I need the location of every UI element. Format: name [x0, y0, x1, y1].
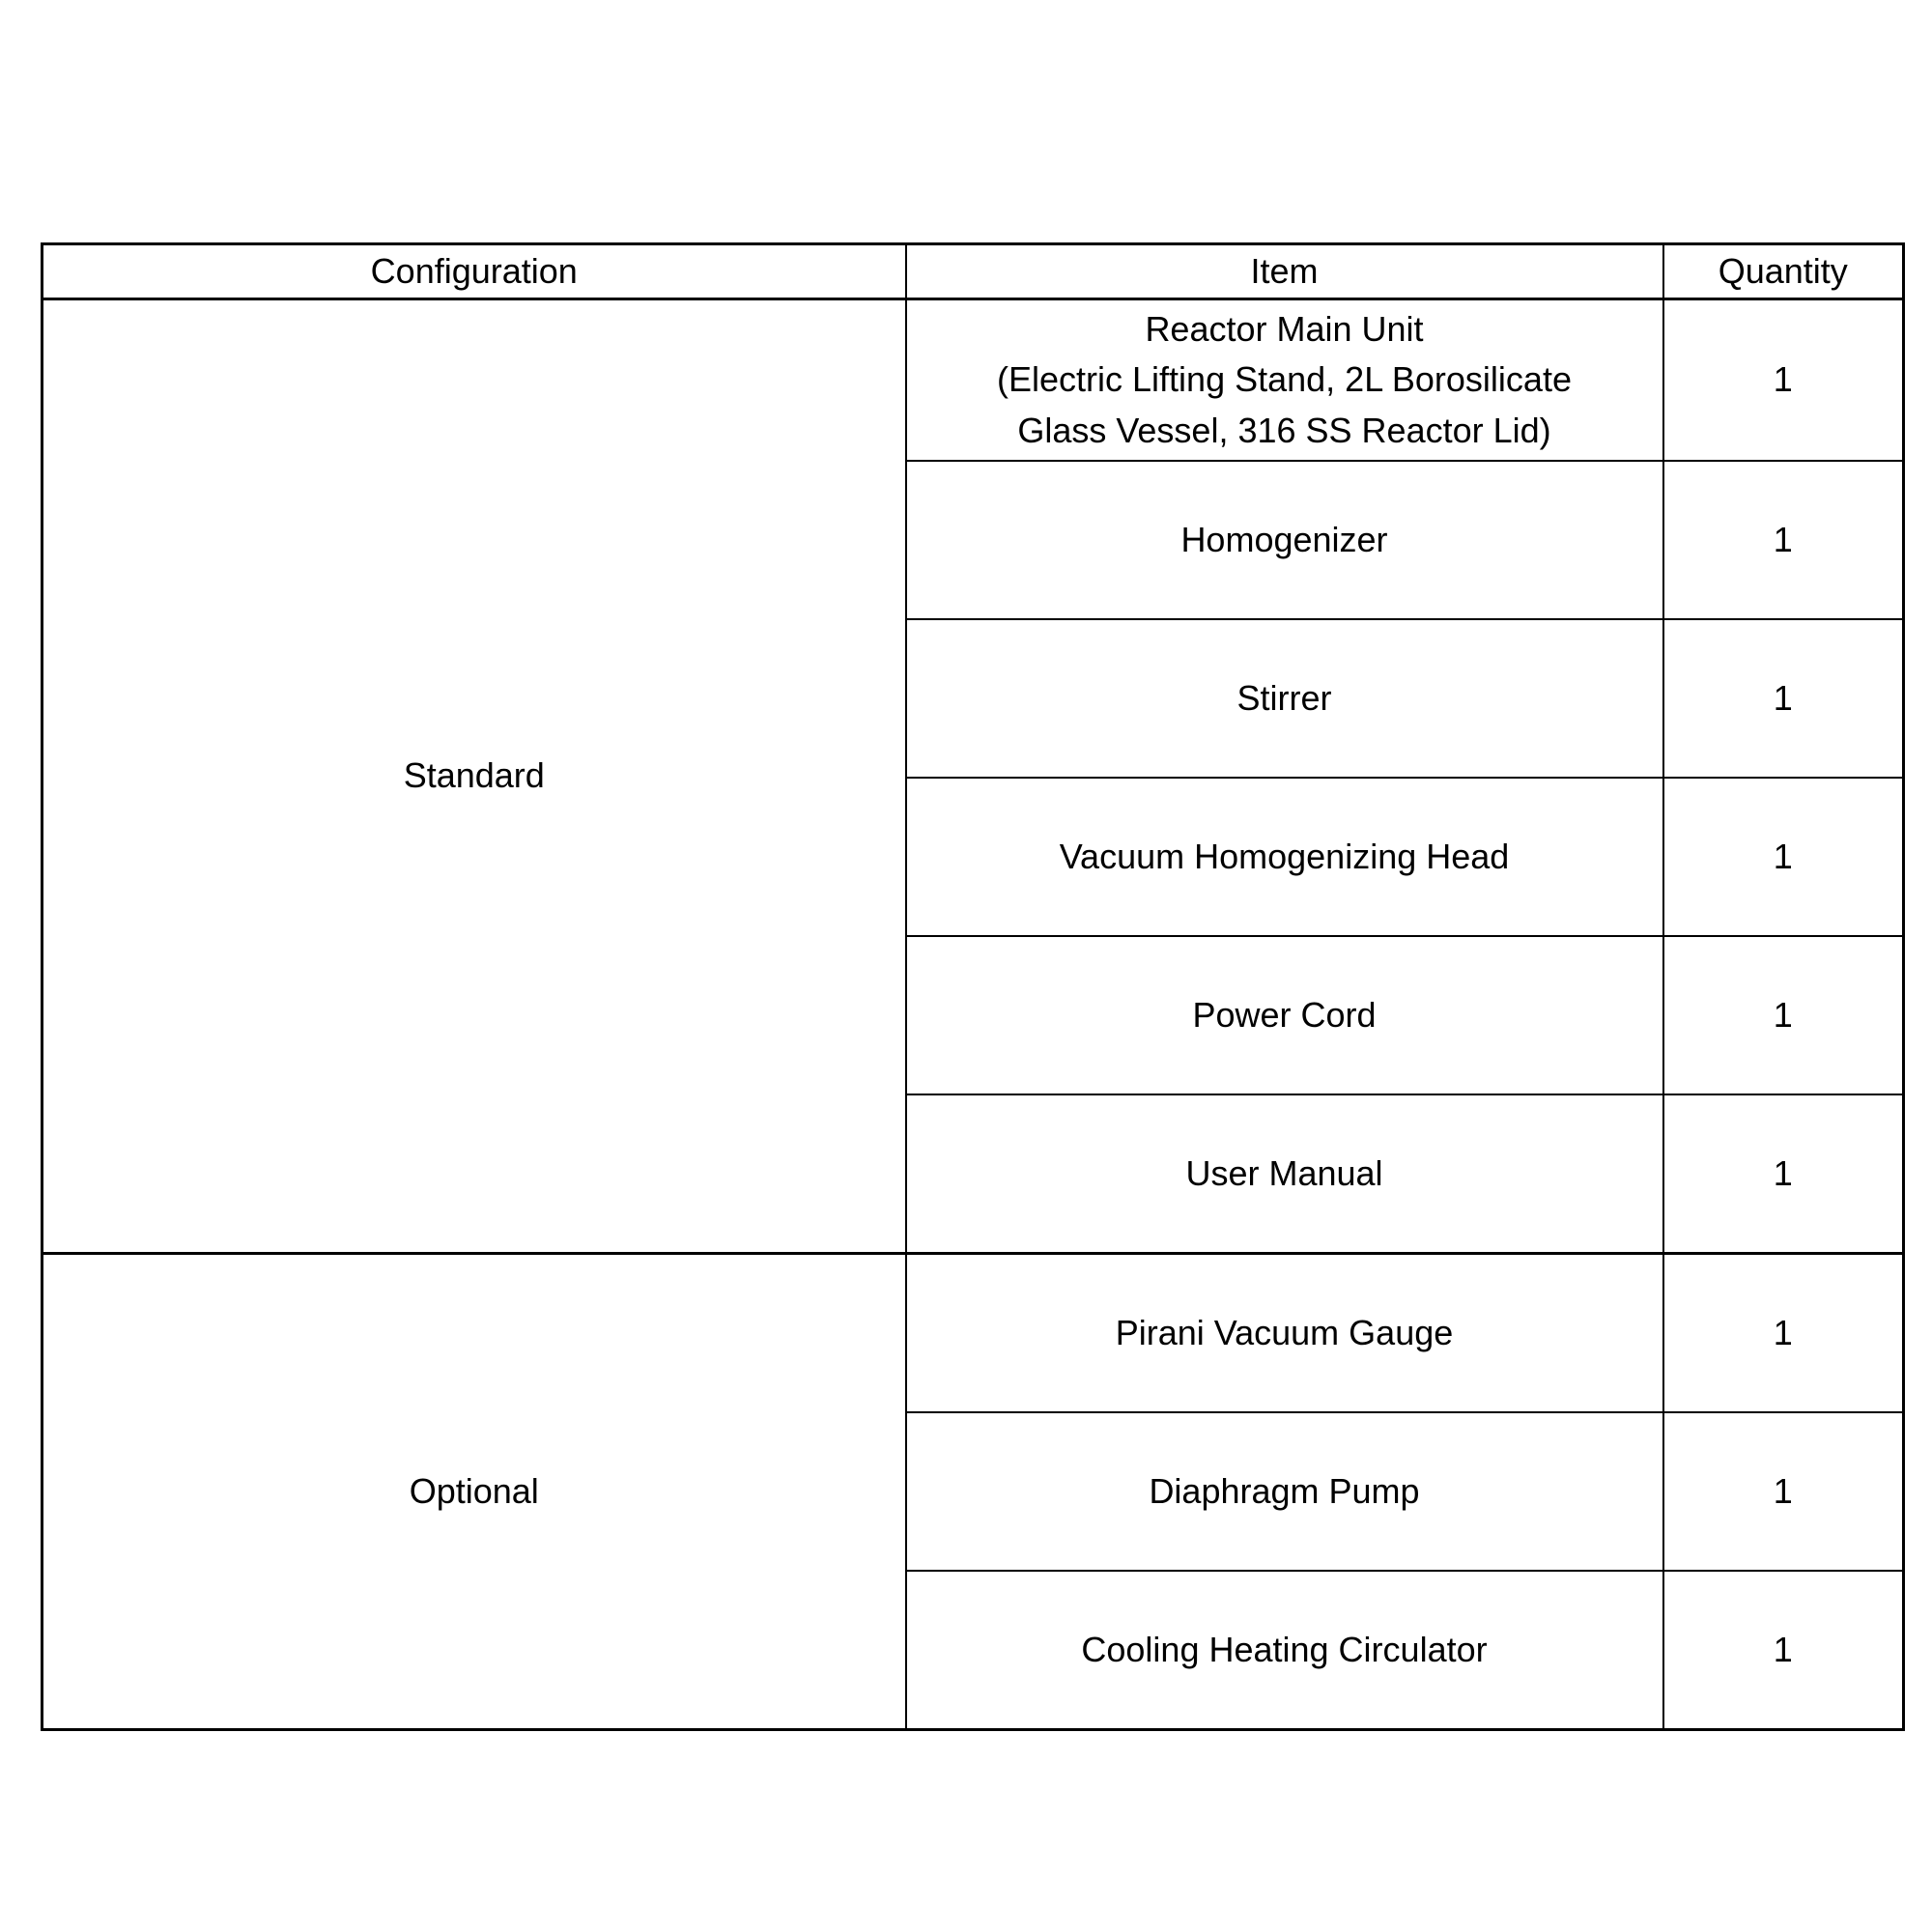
cell-item-pirani-vacuum-gauge: Pirani Vacuum Gauge	[906, 1254, 1663, 1413]
cell-quantity: 1	[1663, 1571, 1904, 1730]
cell-quantity: 1	[1663, 778, 1904, 936]
table-row-pirani-vacuum-gauge	[43, 1254, 1904, 1413]
cell-item-power-cord: Power Cord	[906, 936, 1663, 1094]
cell-item-vacuum-homogenizing-head: Vacuum Homogenizing Head	[906, 778, 1663, 936]
cell-quantity: 1	[1663, 1254, 1904, 1413]
cell-quantity: 1	[1663, 1094, 1904, 1254]
header-configuration: Configuration	[43, 244, 906, 299]
table-row-reactor-main-unit	[43, 299, 1904, 462]
cell-item-reactor-main-unit	[906, 299, 1663, 462]
cell-item-diaphragm-pump: Diaphragm Pump	[906, 1412, 1663, 1571]
header-quantity: Quantity	[1663, 244, 1904, 299]
cell-quantity: 1	[1663, 1412, 1904, 1571]
cell-config-standard: Standard	[43, 299, 906, 1254]
header-item: Item	[906, 244, 1663, 299]
cell-item-stirrer: Stirrer	[906, 619, 1663, 778]
configuration-table	[41, 242, 1905, 1731]
cell-item-user-manual: User Manual	[906, 1094, 1663, 1254]
item-line: (Electric Lifting Stand, 2L Borosilicate	[997, 359, 1572, 400]
cell-item-homogenizer: Homogenizer	[906, 461, 1663, 619]
cell-quantity: 1	[1663, 619, 1904, 778]
cell-quantity: 1	[1663, 936, 1904, 1094]
item-line: Reactor Main Unit	[1145, 309, 1424, 350]
cell-quantity: 1	[1663, 299, 1904, 462]
cell-quantity: 1	[1663, 461, 1904, 619]
table-header-row	[43, 244, 1904, 299]
cell-item-cooling-heating-circulator: Cooling Heating Circulator	[906, 1571, 1663, 1730]
cell-config-optional: Optional	[43, 1254, 906, 1730]
item-line: Glass Vessel, 316 SS Reactor Lid)	[1017, 410, 1551, 450]
